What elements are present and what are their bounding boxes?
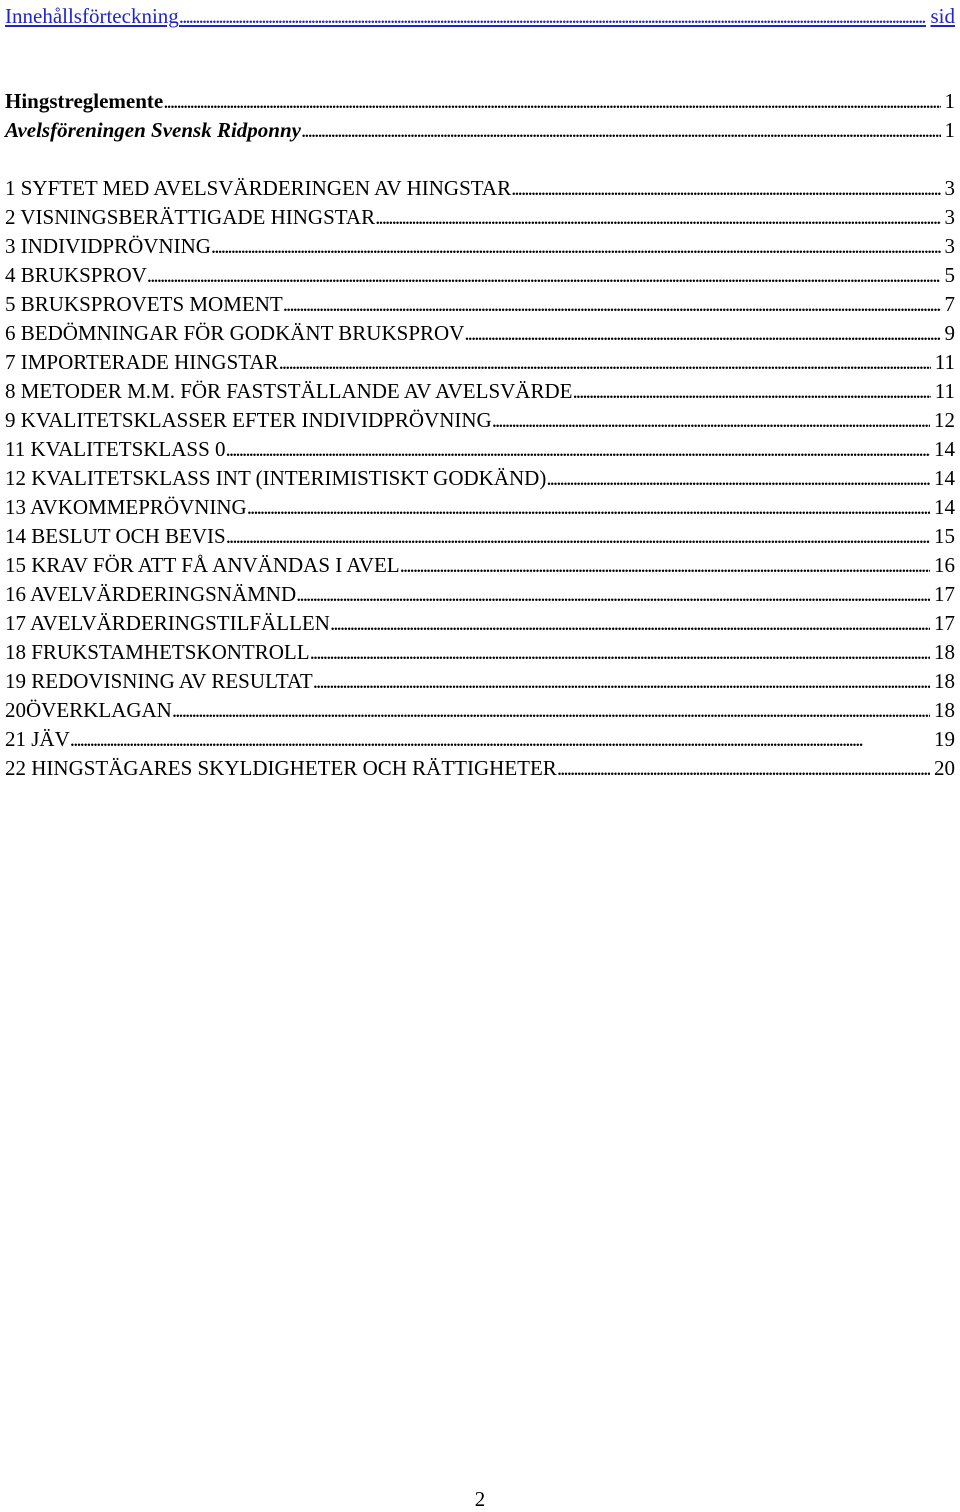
toc-heading-page-label: sid	[930, 4, 955, 28]
toc-entry-label: Hingstreglemente	[5, 89, 164, 113]
dot-leader	[572, 377, 930, 406]
toc-entry-label: 17 AVELVÄRDERINGSTILFÄLLEN	[5, 611, 330, 635]
toc-entry-page: 9	[944, 321, 955, 345]
dot-leader	[172, 696, 930, 725]
toc-entry-page: 16	[934, 553, 955, 577]
toc-entry-section[interactable]	[5, 667, 955, 696]
toc-entry-section[interactable]	[5, 290, 955, 319]
dot-leader	[279, 348, 931, 377]
toc-entry-label: 12 KVALITETSKLASS INT (INTERIMISTISKT GODKÄND)	[5, 466, 547, 490]
toc-entry-section[interactable]	[5, 609, 955, 638]
page-number: 2	[474, 1487, 486, 1511]
toc-entry-page: 19	[934, 727, 955, 751]
dot-leader	[492, 406, 930, 435]
dot-leader	[211, 232, 941, 261]
dot-leader	[546, 464, 930, 493]
toc-entry-label: 14 BESLUT OCH BEVIS	[5, 524, 226, 548]
toc-entry-avelsforeningen[interactable]	[5, 116, 955, 145]
toc-entry-page: 3	[944, 205, 955, 229]
toc-entry-section[interactable]	[5, 551, 955, 580]
toc-entry-label: 1 SYFTET MED AVELSVÄRDERINGEN AV HINGSTAR	[5, 176, 512, 200]
toc-entry-section[interactable]	[5, 725, 955, 754]
dot-leader	[511, 174, 940, 203]
toc-entry-page: 17	[934, 582, 955, 606]
toc-entry-page: 18	[934, 698, 955, 722]
dot-leader	[464, 319, 940, 348]
toc-entry-page: 1	[944, 89, 955, 113]
dot-leader	[330, 609, 930, 638]
dot-leader	[301, 116, 941, 145]
toc-entry-hingstreglemente[interactable]	[5, 87, 955, 116]
toc-entry-section[interactable]	[5, 232, 955, 261]
dot-leader	[296, 580, 930, 609]
toc-heading-link[interactable]	[5, 1, 955, 31]
toc-entry-page: 5	[944, 263, 955, 287]
dot-leader	[375, 203, 940, 232]
toc-entry-label: 22 HINGSTÄGARES SKYLDIGHETER OCH RÄTTIGHETER	[5, 756, 557, 780]
toc-entry-label: 8 METODER M.M. FÖR FASTSTÄLLANDE AV AVELSVÄRDE	[5, 379, 573, 403]
toc-entry-section[interactable]	[5, 493, 955, 522]
toc-entry-page: 18	[934, 640, 955, 664]
toc-entry-label: 13 AVKOMMEPRÖVNING	[5, 495, 247, 519]
toc-entry-section[interactable]	[5, 174, 955, 203]
dot-leader	[226, 522, 930, 551]
toc-entry-section[interactable]	[5, 348, 955, 377]
toc-entry-page: 7	[944, 292, 955, 316]
toc-entry-page: 17	[934, 611, 955, 635]
dot-leader	[283, 290, 941, 319]
toc-entry-page: 20	[934, 756, 955, 780]
toc-entry-section[interactable]	[5, 464, 955, 493]
toc-entry-page: 18	[934, 669, 955, 693]
toc-entry-section[interactable]	[5, 638, 955, 667]
dot-leader	[147, 261, 941, 290]
toc-entry-page: 1	[944, 118, 955, 142]
toc-entry-section[interactable]	[5, 522, 955, 551]
toc-entry-section[interactable]	[5, 406, 955, 435]
dot-leader	[226, 435, 930, 464]
toc-entry-section[interactable]	[5, 377, 955, 406]
toc-entry-label: 15 KRAV FÖR ATT FÅ ANVÄNDAS I AVEL	[5, 553, 400, 577]
toc-entry-label: 5 BRUKSPROVETS MOMENT	[5, 292, 283, 316]
toc-entry-label: 6 BEDÖMNINGAR FÖR GODKÄNT BRUKSPROV	[5, 321, 465, 345]
toc-entry-page: 14	[934, 437, 955, 461]
toc-entry-section[interactable]	[5, 580, 955, 609]
toc-entry-page: 3	[944, 176, 955, 200]
toc-entry-section[interactable]	[5, 696, 955, 725]
toc-entry-section[interactable]	[5, 261, 955, 290]
toc-entry-label: 20ÖVERKLAGAN	[5, 698, 172, 722]
toc-entry-section[interactable]	[5, 319, 955, 348]
toc-entry-page: 11	[934, 350, 955, 374]
toc-entry-page: 15	[934, 524, 955, 548]
dot-leader	[70, 725, 930, 754]
toc-entry-page: 14	[934, 466, 955, 490]
dot-leader	[557, 754, 930, 783]
toc-entry-label: 2 VISNINGSBERÄTTIGADE HINGSTAR	[5, 205, 376, 229]
toc-entry-label: 4 BRUKSPROV	[5, 263, 147, 287]
toc-entry-label: Avelsföreningen Svensk Ridponny	[5, 118, 301, 142]
toc-entry-section[interactable]	[5, 203, 955, 232]
toc-entry-page: 3	[944, 234, 955, 258]
toc-entry-label: 21 JÄV	[5, 727, 70, 751]
toc-entry-label: 16 AVELVÄRDERINGSNÄMND	[5, 582, 297, 606]
toc-heading: Innehållsförteckning	[5, 4, 179, 28]
dot-leader	[247, 493, 930, 522]
toc-entry-label: 9 KVALITETSKLASSER EFTER INDIVIDPRÖVNING	[5, 408, 492, 432]
toc-entry-section[interactable]	[5, 754, 955, 783]
toc-entry-label: 18 FRUKSTAMHETSKONTROLL	[5, 640, 310, 664]
toc-entry-label: 7 IMPORTERADE HINGSTAR	[5, 350, 279, 374]
toc-entry-page: 12	[934, 408, 955, 432]
toc-entry-page: 11	[934, 379, 955, 403]
dot-leader	[163, 87, 940, 116]
toc-entry-label: 3 INDIVIDPRÖVNING	[5, 234, 211, 258]
dot-leader	[313, 667, 930, 696]
toc-entry-label: 19 REDOVISNING AV RESULTAT	[5, 669, 313, 693]
dot-leader	[400, 551, 930, 580]
toc-entry-label: 11 KVALITETSKLASS 0	[5, 437, 226, 461]
dot-leader	[179, 1, 927, 31]
toc-entry-section[interactable]	[5, 435, 955, 464]
toc-entry-page: 14	[934, 495, 955, 519]
dot-leader	[310, 638, 930, 667]
